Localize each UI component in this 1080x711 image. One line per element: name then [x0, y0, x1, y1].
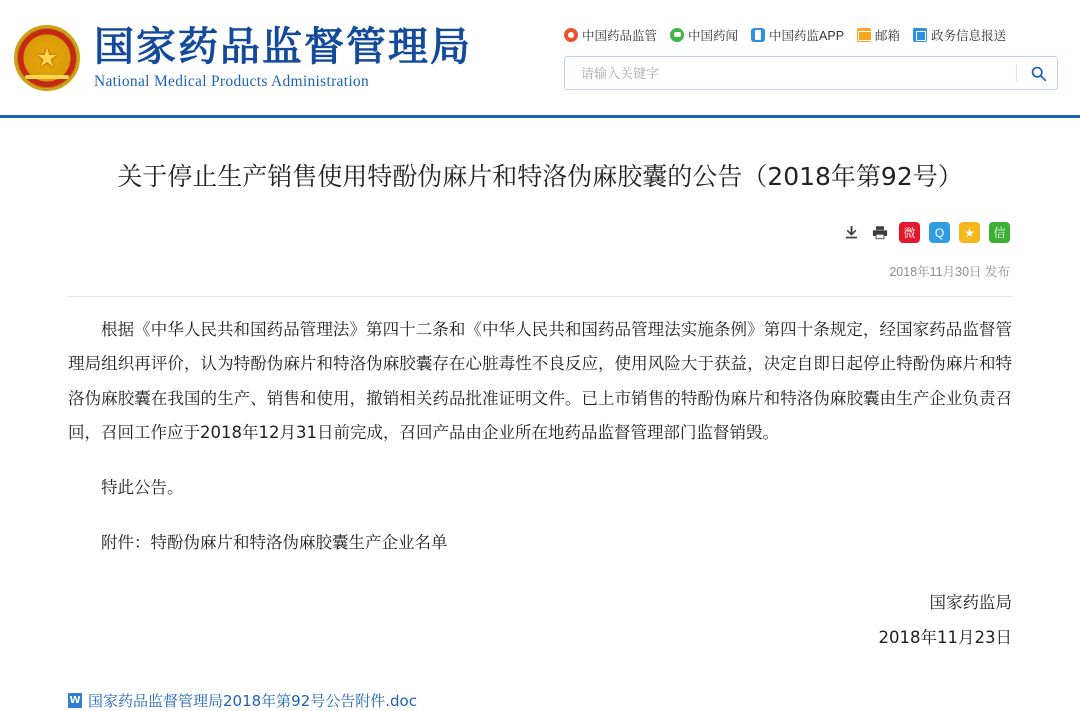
favorite-share-icon[interactable]: ★: [959, 222, 980, 243]
brand-title-cn: 国家药品监督管理局: [94, 23, 472, 70]
article-body: [68, 297, 1012, 561]
qzone-share-icon[interactable]: Q: [929, 222, 950, 243]
wechat-share-icon[interactable]: 信: [989, 222, 1010, 243]
quicklink-label: 中国药监APP: [769, 29, 845, 43]
quicklink-label: 中国药闻: [688, 29, 739, 43]
signature-date: 2018年11月23日: [878, 627, 1012, 647]
search-icon[interactable]: [1027, 62, 1049, 84]
site-header: [0, 0, 1080, 118]
search-divider: [1016, 64, 1017, 82]
quicklink-nmpa-weibo[interactable]: [564, 26, 657, 44]
quicklink-mail[interactable]: [857, 26, 900, 44]
download-icon[interactable]: [841, 223, 861, 243]
attachment-link[interactable]: [68, 690, 1012, 711]
mobile-app-icon: [751, 28, 765, 42]
print-icon[interactable]: [870, 223, 890, 243]
paragraph-2: 特此公告。: [101, 478, 184, 498]
paragraph-1: 根据《中华人民共和国药品管理法》第四十二条和《中华人民共和国药品管理法实施条例》第四十条规定，经国家药品监督管理局组织再评价，认为特酚伪麻片和特洛伪麻胶囊存在心脏毒性不良反应，使用风险大于获益，决定自即日起停止特酚伪麻片和特洛伪麻胶囊在我国的生产、销售和使用，撤销相关药品批准证明文件。已上市销售的特酚伪麻片和特洛伪麻胶囊由生产企业负责召回，召回工作应于2018年12月31日前完成，召回产品由企业所在地药品监督管理部门监督销毁。: [68, 319, 1012, 443]
quicklink-news[interactable]: [670, 26, 738, 44]
search-input[interactable]: [579, 65, 1012, 82]
quicklink-report[interactable]: [913, 26, 1006, 44]
page-title: 关于停止生产销售使用特酚伪麻片和特洛伪麻胶囊的公告（2018年第92号）: [117, 162, 963, 191]
quicklink-app[interactable]: [751, 26, 844, 44]
article-toolbar: [68, 218, 1012, 248]
article: [0, 118, 1080, 711]
quicklink-label: 中国药品监管: [582, 29, 658, 43]
quicklink-label: 政务信息报送: [931, 29, 1007, 43]
quicklink-label: 邮箱: [875, 29, 901, 43]
attachment-label[interactable]: 国家药品监督管理局2018年第92号公告附件.doc: [88, 691, 417, 710]
weibo-share-icon[interactable]: 微: [899, 222, 920, 243]
brand-title-en: National Medical Products Administration: [94, 72, 370, 90]
paragraph-3-attachment-line: 附件：特酚伪麻片和特洛伪麻胶囊生产企业名单: [101, 532, 448, 552]
site-brand[interactable]: [0, 25, 472, 91]
publish-meta: 2018年11月30日 发布: [889, 264, 1010, 279]
report-icon: [913, 28, 927, 42]
wechat-icon: [670, 28, 684, 42]
brand-text: [94, 25, 472, 91]
search-bar[interactable]: [564, 56, 1058, 90]
weibo-icon: [564, 28, 578, 42]
header-right: [564, 26, 1058, 90]
quicklinks: [564, 26, 1058, 44]
word-doc-icon: [68, 693, 82, 708]
signature-block: [68, 586, 1012, 655]
national-emblem-icon: [14, 25, 80, 91]
signature-org: 国家药监局: [929, 593, 1012, 613]
mail-icon: [857, 28, 871, 42]
